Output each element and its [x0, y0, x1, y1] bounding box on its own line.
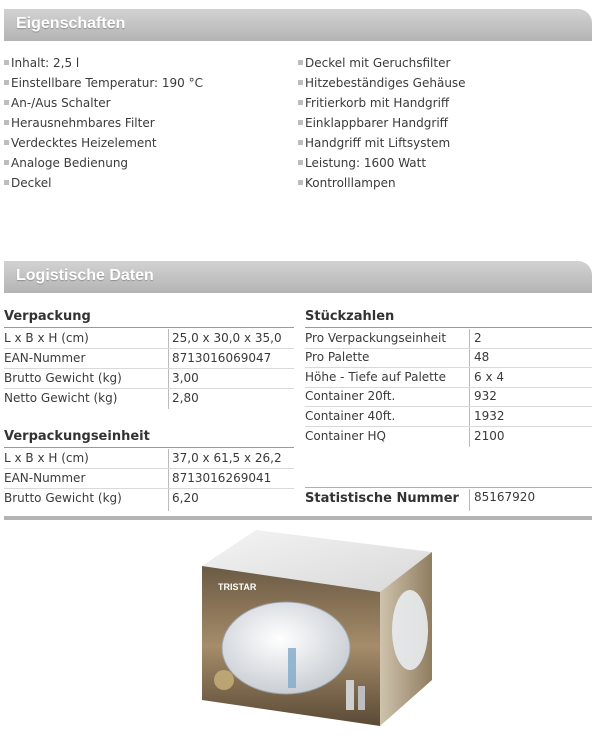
- divider: [305, 387, 592, 388]
- list-item: Einklappbarer Handgriff: [298, 113, 466, 133]
- list-item: Kontrolllampen: [298, 173, 466, 193]
- table-row-value: 8713016069047: [172, 351, 272, 365]
- table-row-label: L x B x H (cm): [4, 451, 89, 465]
- divider: [4, 468, 294, 469]
- table-row-value: 2100: [474, 429, 505, 443]
- divider: [168, 449, 169, 511]
- table-row-label: Pro Verpackungseinheit: [305, 331, 447, 345]
- divider: [4, 447, 294, 448]
- divider: [4, 327, 294, 328]
- table-row-value: 3,00: [172, 371, 199, 385]
- list-item: Fritierkorb mit Handgriff: [298, 93, 466, 113]
- divider: [305, 487, 592, 488]
- table-row-label: Container 40ft.: [305, 409, 396, 423]
- divider: [305, 426, 592, 427]
- list-item: Deckel: [4, 173, 203, 193]
- table-row-label: Container HQ: [305, 429, 386, 443]
- divider: [168, 329, 169, 409]
- list-item: Handgriff mit Liftsystem: [298, 133, 466, 153]
- table-row-label: Brutto Gewicht (kg): [4, 371, 122, 385]
- divider: [469, 329, 470, 447]
- divider: [4, 388, 294, 389]
- stueckzahlen-title: Stückzahlen: [305, 309, 395, 324]
- statistische-nummer-label: Statistische Nummer: [305, 491, 459, 506]
- divider: [469, 489, 470, 511]
- divider: [305, 367, 592, 368]
- divider: [305, 327, 592, 328]
- product-box-image: [196, 530, 436, 730]
- table-row-value: 6 x 4: [474, 370, 504, 384]
- list-item: Inhalt: 2,5 l: [4, 53, 203, 73]
- list-item: Leistung: 1600 Watt: [298, 153, 466, 173]
- properties-right-list: [298, 53, 466, 193]
- properties-left-list: [4, 53, 203, 193]
- list-item: Deckel mit Geruchsfilter: [298, 53, 466, 73]
- divider: [305, 406, 592, 407]
- table-row-label: EAN-Nummer: [4, 351, 86, 365]
- divider: [4, 348, 294, 349]
- divider: [305, 348, 592, 349]
- product-box-icon: [196, 530, 436, 730]
- list-item: An-/Aus Schalter: [4, 93, 203, 113]
- table-row-value: 932: [474, 389, 497, 403]
- table-row-label: Netto Gewicht (kg): [4, 391, 118, 405]
- table-row-value: 25,0 x 30,0 x 35,0: [172, 331, 282, 345]
- eigenschaften-title: Eigenschaften: [16, 15, 126, 32]
- table-row-label: Brutto Gewicht (kg): [4, 491, 122, 505]
- list-item: Einstellbare Temperatur: 190 °C: [4, 73, 203, 93]
- eigenschaften-header: [4, 9, 592, 41]
- table-row-value: 2,80: [172, 391, 199, 405]
- table-row-label: EAN-Nummer: [4, 471, 86, 485]
- table-row-label: Container 20ft.: [305, 389, 396, 403]
- section-bottom-bar: [4, 516, 592, 520]
- brand-logo: TRISTAR: [218, 582, 257, 592]
- table-row-value: 1932: [474, 409, 505, 423]
- list-item: Verdecktes Heizelement: [4, 133, 203, 153]
- table-row-value: 48: [474, 350, 490, 364]
- list-item: Hitzebeständiges Gehäuse: [298, 73, 466, 93]
- list-item: Herausnehmbares Filter: [4, 113, 203, 133]
- table-row-value: 6,20: [172, 491, 199, 505]
- table-row-label: Höhe - Tiefe auf Palette: [305, 370, 446, 384]
- table-row-label: L x B x H (cm): [4, 331, 89, 345]
- divider: [4, 368, 294, 369]
- table-row-value: 8713016269041: [172, 471, 272, 485]
- statistische-nummer-value: 85167920: [474, 490, 536, 504]
- list-item: Analoge Bedienung: [4, 153, 203, 173]
- logistik-title: Logistische Daten: [16, 267, 154, 284]
- divider: [4, 488, 294, 489]
- table-row-value: 2: [474, 331, 482, 345]
- verpackungseinheit-title: Verpackungseinheit: [4, 429, 150, 444]
- logistik-header: [4, 261, 592, 293]
- table-row-label: Pro Palette: [305, 350, 370, 364]
- table-row-value: 37,0 x 61,5 x 26,2: [172, 451, 282, 465]
- verpackung-title: Verpackung: [4, 309, 91, 324]
